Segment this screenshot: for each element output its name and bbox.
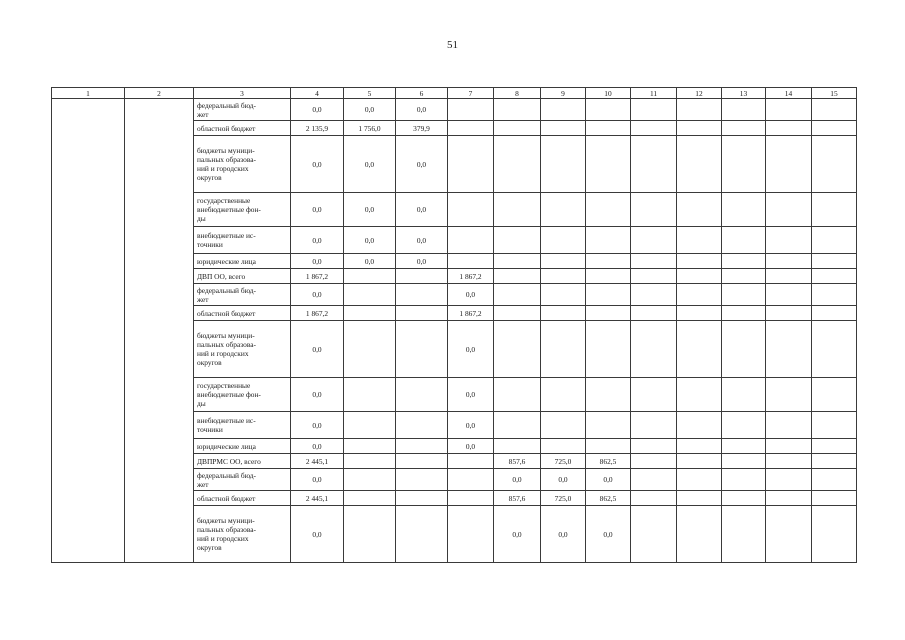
value-cell [631, 193, 677, 227]
value-cell [722, 254, 766, 269]
value-cell [586, 306, 631, 321]
value-cell [812, 439, 857, 454]
value-cell [494, 193, 541, 227]
value-cell: 862,5 [586, 491, 631, 506]
value-cell: 0,0 [448, 284, 494, 306]
value-cell [344, 321, 396, 378]
value-cell [766, 254, 812, 269]
value-cell [586, 99, 631, 121]
value-cell: 0,0 [448, 412, 494, 439]
source-label: областной бюджет [194, 121, 291, 136]
value-cell [494, 136, 541, 193]
value-cell [766, 121, 812, 136]
value-cell [677, 254, 722, 269]
value-cell [677, 136, 722, 193]
value-cell: 0,0 [291, 469, 344, 491]
source-label: юридические лица [194, 439, 291, 454]
value-cell [541, 193, 586, 227]
source-label: государственные внебюджетные фон- ды [194, 378, 291, 412]
value-cell [812, 412, 857, 439]
value-cell [396, 439, 448, 454]
value-cell [396, 412, 448, 439]
value-cell [396, 284, 448, 306]
value-cell: 862,5 [586, 454, 631, 469]
value-cell [586, 412, 631, 439]
value-cell [494, 269, 541, 284]
value-cell: 0,0 [396, 136, 448, 193]
value-cell [766, 412, 812, 439]
value-cell: 0,0 [291, 506, 344, 563]
value-cell [448, 193, 494, 227]
value-cell [677, 121, 722, 136]
value-cell [812, 99, 857, 121]
column-1-cell [52, 99, 125, 563]
value-cell [494, 412, 541, 439]
value-cell: 857,6 [494, 491, 541, 506]
value-cell [344, 412, 396, 439]
value-cell [722, 454, 766, 469]
value-cell: 0,0 [586, 506, 631, 563]
value-cell [448, 227, 494, 254]
source-label: областной бюджет [194, 306, 291, 321]
value-cell [631, 321, 677, 378]
value-cell [494, 99, 541, 121]
value-cell [812, 378, 857, 412]
value-cell [586, 227, 631, 254]
value-cell [812, 121, 857, 136]
value-cell [586, 254, 631, 269]
value-cell [677, 439, 722, 454]
value-cell: 0,0 [291, 136, 344, 193]
value-cell: 0,0 [396, 99, 448, 121]
value-cell [766, 321, 812, 378]
value-cell [631, 378, 677, 412]
source-label: ДВПРМС ОО, всего [194, 454, 291, 469]
value-cell [494, 306, 541, 321]
value-cell [344, 506, 396, 563]
value-cell [541, 284, 586, 306]
value-cell [812, 321, 857, 378]
value-cell [586, 193, 631, 227]
value-cell: 0,0 [586, 469, 631, 491]
value-cell: 2 445,1 [291, 454, 344, 469]
value-cell [812, 136, 857, 193]
value-cell [677, 321, 722, 378]
value-cell [722, 506, 766, 563]
value-cell: 0,0 [494, 506, 541, 563]
value-cell [541, 121, 586, 136]
value-cell [677, 454, 722, 469]
value-cell [722, 193, 766, 227]
source-label: бюджеты муници- пальных образова- ний и городских округов [194, 321, 291, 378]
value-cell: 0,0 [291, 321, 344, 378]
value-cell [766, 378, 812, 412]
value-cell: 0,0 [291, 439, 344, 454]
source-label: внебюджетные ис- точники [194, 227, 291, 254]
value-cell [448, 254, 494, 269]
value-cell [344, 454, 396, 469]
value-cell [677, 491, 722, 506]
value-cell [766, 136, 812, 193]
value-cell [766, 506, 812, 563]
source-label: юридические лица [194, 254, 291, 269]
value-cell [344, 469, 396, 491]
value-cell [396, 306, 448, 321]
column-header: 4 [291, 88, 344, 99]
value-cell [722, 321, 766, 378]
value-cell: 0,0 [344, 99, 396, 121]
value-cell: 0,0 [396, 254, 448, 269]
value-cell: 2 135,9 [291, 121, 344, 136]
value-cell [812, 454, 857, 469]
value-cell [541, 439, 586, 454]
column-header: 15 [812, 88, 857, 99]
value-cell [766, 439, 812, 454]
value-cell [494, 284, 541, 306]
value-cell [677, 378, 722, 412]
budget-table [51, 87, 857, 563]
source-label: государственные внебюджетные фон- ды [194, 193, 291, 227]
value-cell [344, 378, 396, 412]
value-cell [677, 306, 722, 321]
value-cell [677, 193, 722, 227]
value-cell [812, 227, 857, 254]
value-cell [541, 136, 586, 193]
value-cell [722, 306, 766, 321]
value-cell [448, 454, 494, 469]
value-cell [344, 491, 396, 506]
value-cell: 1 756,0 [344, 121, 396, 136]
column-header: 6 [396, 88, 448, 99]
value-cell [448, 506, 494, 563]
value-cell [677, 412, 722, 439]
value-cell [722, 136, 766, 193]
value-cell: 0,0 [344, 193, 396, 227]
source-label: бюджеты муници- пальных образова- ний и городских округов [194, 136, 291, 193]
value-cell [812, 306, 857, 321]
column-header: 1 [52, 88, 125, 99]
value-cell [448, 136, 494, 193]
source-label: внебюджетные ис- точники [194, 412, 291, 439]
column-header: 14 [766, 88, 812, 99]
value-cell [766, 306, 812, 321]
value-cell: 2 445,1 [291, 491, 344, 506]
value-cell [541, 269, 586, 284]
value-cell [344, 269, 396, 284]
value-cell: 0,0 [448, 378, 494, 412]
value-cell [541, 99, 586, 121]
value-cell: 0,0 [448, 439, 494, 454]
value-cell [766, 469, 812, 491]
source-label: федеральный бюд- жет [194, 284, 291, 306]
value-cell [812, 254, 857, 269]
value-cell [448, 469, 494, 491]
column-header: 9 [541, 88, 586, 99]
value-cell: 1 867,2 [291, 269, 344, 284]
value-cell [494, 439, 541, 454]
value-cell [631, 439, 677, 454]
value-cell [722, 439, 766, 454]
value-cell [494, 321, 541, 378]
value-cell [586, 439, 631, 454]
value-cell [631, 491, 677, 506]
value-cell [677, 227, 722, 254]
value-cell [677, 269, 722, 284]
value-cell [631, 469, 677, 491]
source-label: областной бюджет [194, 491, 291, 506]
value-cell: 0,0 [291, 284, 344, 306]
column-header: 2 [125, 88, 194, 99]
page-number: 51 [447, 39, 458, 51]
value-cell [396, 378, 448, 412]
value-cell [766, 284, 812, 306]
value-cell [344, 439, 396, 454]
value-cell [494, 378, 541, 412]
value-cell [722, 491, 766, 506]
value-cell [722, 284, 766, 306]
value-cell [631, 269, 677, 284]
value-cell [541, 321, 586, 378]
value-cell [722, 412, 766, 439]
column-header: 8 [494, 88, 541, 99]
value-cell [631, 227, 677, 254]
value-cell [677, 506, 722, 563]
value-cell [722, 378, 766, 412]
value-cell [396, 321, 448, 378]
value-cell [396, 454, 448, 469]
value-cell: 1 867,2 [448, 306, 494, 321]
value-cell [677, 284, 722, 306]
source-label: ДВП ОО, всего [194, 269, 291, 284]
value-cell [631, 254, 677, 269]
value-cell [722, 99, 766, 121]
value-cell [344, 284, 396, 306]
value-cell [722, 469, 766, 491]
value-cell: 0,0 [396, 193, 448, 227]
value-cell [766, 227, 812, 254]
value-cell: 0,0 [291, 254, 344, 269]
value-cell [586, 284, 631, 306]
value-cell [812, 284, 857, 306]
value-cell [631, 412, 677, 439]
source-label: федеральный бюд- жет [194, 99, 291, 121]
value-cell [396, 469, 448, 491]
value-cell [631, 284, 677, 306]
value-cell [448, 99, 494, 121]
value-cell: 0,0 [291, 193, 344, 227]
value-cell [631, 136, 677, 193]
source-label: бюджеты муници- пальных образова- ний и городских округов [194, 506, 291, 563]
value-cell: 0,0 [494, 469, 541, 491]
value-cell: 0,0 [291, 99, 344, 121]
value-cell [494, 254, 541, 269]
value-cell: 0,0 [344, 136, 396, 193]
table-row [52, 99, 857, 121]
value-cell [722, 269, 766, 284]
value-cell [586, 378, 631, 412]
value-cell [448, 121, 494, 136]
value-cell [631, 121, 677, 136]
value-cell [494, 227, 541, 254]
value-cell [812, 193, 857, 227]
value-cell [541, 306, 586, 321]
value-cell: 0,0 [541, 469, 586, 491]
value-cell [631, 454, 677, 469]
value-cell: 0,0 [291, 412, 344, 439]
column-2-cell [125, 99, 194, 563]
value-cell [541, 254, 586, 269]
value-cell [494, 121, 541, 136]
value-cell: 0,0 [344, 227, 396, 254]
value-cell: 0,0 [541, 506, 586, 563]
value-cell [766, 193, 812, 227]
value-cell [766, 99, 812, 121]
value-cell [812, 269, 857, 284]
value-cell [812, 469, 857, 491]
value-cell [541, 412, 586, 439]
value-cell: 0,0 [396, 227, 448, 254]
value-cell [631, 99, 677, 121]
value-cell [812, 506, 857, 563]
value-cell [541, 378, 586, 412]
value-cell [677, 99, 722, 121]
column-header: 10 [586, 88, 631, 99]
column-header: 11 [631, 88, 677, 99]
value-cell [766, 491, 812, 506]
value-cell: 0,0 [344, 254, 396, 269]
column-header: 13 [722, 88, 766, 99]
value-cell: 725,0 [541, 491, 586, 506]
value-cell: 1 867,2 [448, 269, 494, 284]
value-cell [677, 469, 722, 491]
column-header: 5 [344, 88, 396, 99]
value-cell [344, 306, 396, 321]
column-header: 3 [194, 88, 291, 99]
value-cell [586, 136, 631, 193]
value-cell [396, 506, 448, 563]
value-cell [766, 454, 812, 469]
value-cell: 0,0 [291, 227, 344, 254]
value-cell [722, 227, 766, 254]
value-cell: 0,0 [291, 378, 344, 412]
value-cell [586, 269, 631, 284]
value-cell: 0,0 [448, 321, 494, 378]
value-cell [448, 491, 494, 506]
source-label: федеральный бюд- жет [194, 469, 291, 491]
column-header: 7 [448, 88, 494, 99]
value-cell [396, 269, 448, 284]
value-cell [586, 321, 631, 378]
value-cell [396, 491, 448, 506]
value-cell [766, 269, 812, 284]
header-row [52, 88, 857, 99]
value-cell: 379,9 [396, 121, 448, 136]
value-cell [631, 506, 677, 563]
value-cell: 1 867,2 [291, 306, 344, 321]
value-cell [812, 491, 857, 506]
value-cell: 857,6 [494, 454, 541, 469]
value-cell [722, 121, 766, 136]
value-cell [541, 227, 586, 254]
column-header: 12 [677, 88, 722, 99]
value-cell: 725,0 [541, 454, 586, 469]
value-cell [631, 306, 677, 321]
value-cell [586, 121, 631, 136]
